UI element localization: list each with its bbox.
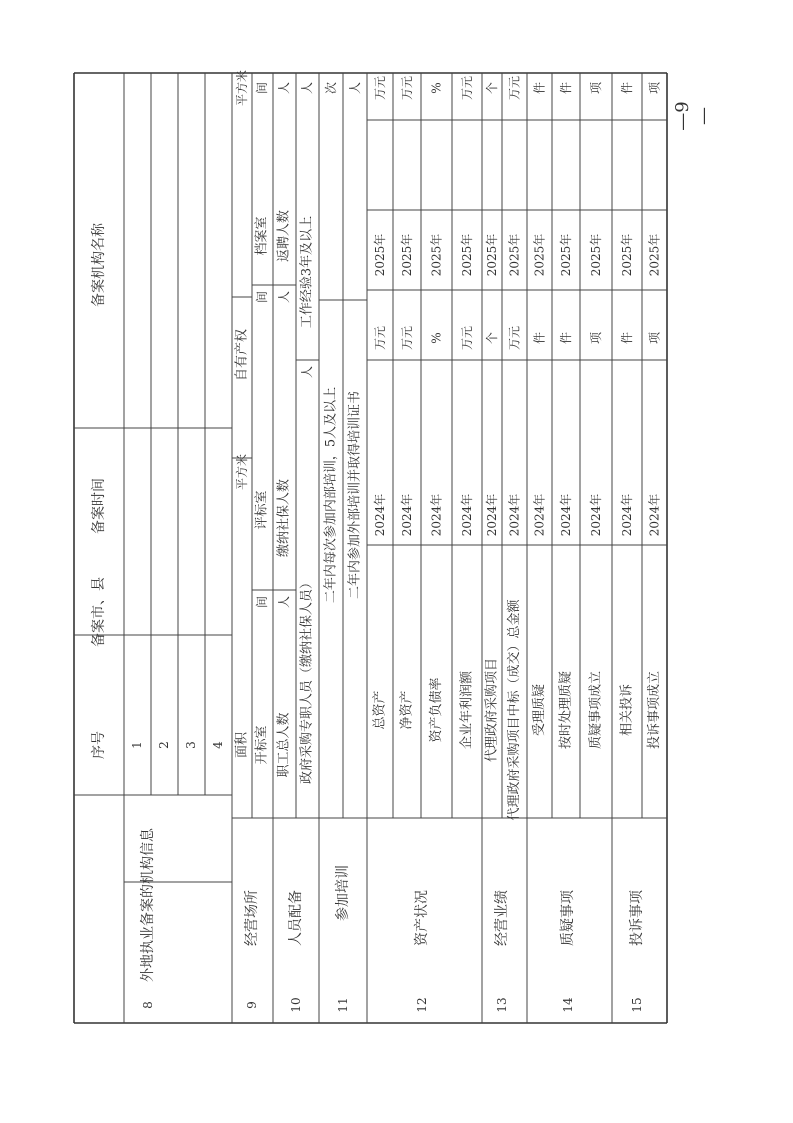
row14-item-year: 2025年 bbox=[559, 233, 573, 277]
row15-num: 15 bbox=[630, 997, 644, 1013]
row13-item-label: 代理政府采购项目 bbox=[484, 657, 500, 763]
row9-room-label: 开标室 bbox=[254, 725, 270, 765]
row8-num: 8 bbox=[141, 1001, 155, 1009]
row13-item-year: 2025年 bbox=[507, 233, 522, 277]
row14-num: 14 bbox=[561, 997, 575, 1013]
row14-item-year: 2024年 bbox=[589, 493, 603, 537]
row9-room-label: 评标室 bbox=[254, 490, 270, 530]
row12-item-unit: 万元 bbox=[373, 325, 387, 351]
row10-rehire-unit: 人 bbox=[277, 81, 291, 95]
row14-label: 质疑事项 bbox=[560, 890, 576, 946]
row15-item-unit: 项 bbox=[647, 331, 662, 345]
row11-external-label: 二年内参加外部培训并取得培训证书 bbox=[347, 390, 363, 600]
row10-num: 10 bbox=[289, 997, 303, 1013]
row14-item-label: 按时处理质疑 bbox=[558, 670, 574, 750]
row15-label: 投诉事项 bbox=[629, 890, 645, 946]
row14-item-unit: 件 bbox=[559, 81, 573, 95]
row14-item-unit: 项 bbox=[589, 331, 603, 345]
row12-item-year: 2025年 bbox=[429, 233, 444, 277]
row14-item-unit: 件 bbox=[559, 331, 573, 345]
row12-item-year: 2025年 bbox=[400, 233, 414, 277]
row15-item-year: 2025年 bbox=[620, 233, 634, 277]
row10-social-unit: 人 bbox=[277, 290, 291, 304]
row15-item-unit: 件 bbox=[620, 331, 634, 345]
row13-item-year: 2024年 bbox=[485, 493, 499, 537]
row11-external-unit: 人 bbox=[348, 81, 362, 95]
row9-area-unit: 平方米 bbox=[235, 453, 249, 491]
row15-item-unit: 件 bbox=[620, 81, 634, 95]
row8-label: 外地执业备案的机构信息 bbox=[140, 828, 156, 982]
row13-num: 13 bbox=[495, 997, 509, 1013]
page-number: —9— bbox=[672, 101, 714, 131]
row9-room-unit: 间 bbox=[255, 290, 269, 304]
row12-item-unit: 万元 bbox=[400, 325, 414, 351]
header-seq: 序号 bbox=[91, 731, 107, 759]
row10-staff-label: 政府采购专职人员（缴纳社保人员） bbox=[299, 575, 315, 785]
row12-item-unit: % bbox=[429, 82, 444, 94]
row14-item-year: 2024年 bbox=[559, 493, 573, 537]
row12-item-label: 净资产 bbox=[399, 690, 415, 730]
row10-staff-unit: 人 bbox=[300, 365, 314, 379]
table-labels bbox=[90, 70, 662, 1013]
row10-label: 人员配备 bbox=[288, 890, 304, 946]
row9-room-unit: 间 bbox=[255, 81, 269, 95]
row8-sub-seq: 1 bbox=[130, 741, 144, 749]
row14-item-unit: 件 bbox=[532, 81, 547, 95]
row12-item-year: 2025年 bbox=[460, 233, 474, 277]
row12-item-year: 2024年 bbox=[460, 493, 474, 537]
row10-total-unit: 人 bbox=[277, 595, 291, 609]
row15-item-year: 2024年 bbox=[620, 493, 634, 537]
row9-room-unit: 间 bbox=[255, 595, 269, 609]
row12-item-unit: 万元 bbox=[460, 75, 474, 101]
row13-item-year: 2024年 bbox=[507, 493, 522, 537]
row13-label: 经营业绩 bbox=[494, 890, 510, 946]
row14-item-unit: 项 bbox=[589, 81, 603, 95]
row12-item-label: 资产负债率 bbox=[429, 677, 444, 743]
row15-item-label: 相关投诉 bbox=[619, 683, 635, 737]
row14-item-year: 2024年 bbox=[532, 493, 547, 537]
row14-item-year: 2025年 bbox=[589, 233, 603, 277]
row12-item-unit: 万元 bbox=[373, 75, 387, 101]
row9-num: 9 bbox=[245, 1001, 259, 1009]
row14-item-label: 质疑事项成立 bbox=[588, 670, 604, 750]
header-org-name: 备案机构名称 bbox=[91, 223, 107, 307]
row11-num: 11 bbox=[336, 997, 350, 1013]
row12-label: 资产状况 bbox=[414, 890, 430, 946]
row12-item-year: 2024年 bbox=[400, 493, 414, 537]
row8-sub-seq: 2 bbox=[157, 741, 171, 749]
row15-item-label: 投诉事项成立 bbox=[647, 670, 662, 750]
row15-item-year: 2024年 bbox=[647, 493, 662, 537]
row13-item-year: 2025年 bbox=[485, 233, 499, 277]
table-grid bbox=[74, 73, 667, 1023]
row12-item-unit: 万元 bbox=[400, 75, 414, 101]
row12-item-unit: 万元 bbox=[460, 325, 474, 351]
row9-own-label: 自有产权 bbox=[234, 328, 250, 382]
row13-item-unit: 个 bbox=[485, 81, 499, 95]
row13-item-label: 代理政府采购项目中标（成交）总金额 bbox=[507, 599, 522, 821]
row9-own-unit: 平方米 bbox=[235, 69, 249, 107]
row9-label: 经营场所 bbox=[244, 890, 260, 946]
row10-exp-unit: 人 bbox=[300, 81, 314, 95]
row15-item-unit: 项 bbox=[647, 81, 662, 95]
row12-item-year: 2024年 bbox=[429, 493, 444, 537]
row12-item-year: 2025年 bbox=[373, 233, 387, 277]
row14-item-year: 2025年 bbox=[532, 233, 547, 277]
row9-area-label: 面积 bbox=[234, 731, 250, 759]
row11-internal-label: 二年内每次参加内部培训，5人及以上 bbox=[323, 386, 339, 604]
row12-item-year: 2024年 bbox=[373, 493, 387, 537]
row12-item-unit: % bbox=[429, 332, 444, 344]
row10-total-label: 职工总人数 bbox=[276, 712, 292, 778]
row12-num: 12 bbox=[415, 997, 429, 1013]
row12-item-label: 总资产 bbox=[372, 690, 388, 730]
row13-item-unit: 万元 bbox=[507, 75, 522, 101]
row11-label: 参加培训 bbox=[335, 865, 351, 921]
header-time: 备案时间 bbox=[91, 478, 107, 534]
row10-exp-label: 工作经验3年及以上 bbox=[299, 215, 315, 329]
row8-sub-seq: 4 bbox=[211, 741, 225, 749]
row13-item-unit: 万元 bbox=[507, 325, 522, 351]
row12-item-label: 企业年利润额 bbox=[459, 670, 475, 750]
row14-item-unit: 件 bbox=[532, 331, 547, 345]
row8-sub-seq: 3 bbox=[184, 741, 198, 749]
row13-item-unit: 个 bbox=[485, 331, 499, 345]
row15-item-year: 2025年 bbox=[647, 233, 662, 277]
row10-rehire-label: 返聘人数 bbox=[276, 209, 292, 263]
row9-room-label: 档案室 bbox=[254, 216, 270, 256]
row11-internal-unit: 次 bbox=[324, 81, 338, 95]
row14-item-label: 受理质疑 bbox=[532, 683, 547, 737]
row10-social-label: 缴纳社保人数 bbox=[276, 478, 292, 558]
header-city: 备案市、县 bbox=[91, 577, 107, 647]
